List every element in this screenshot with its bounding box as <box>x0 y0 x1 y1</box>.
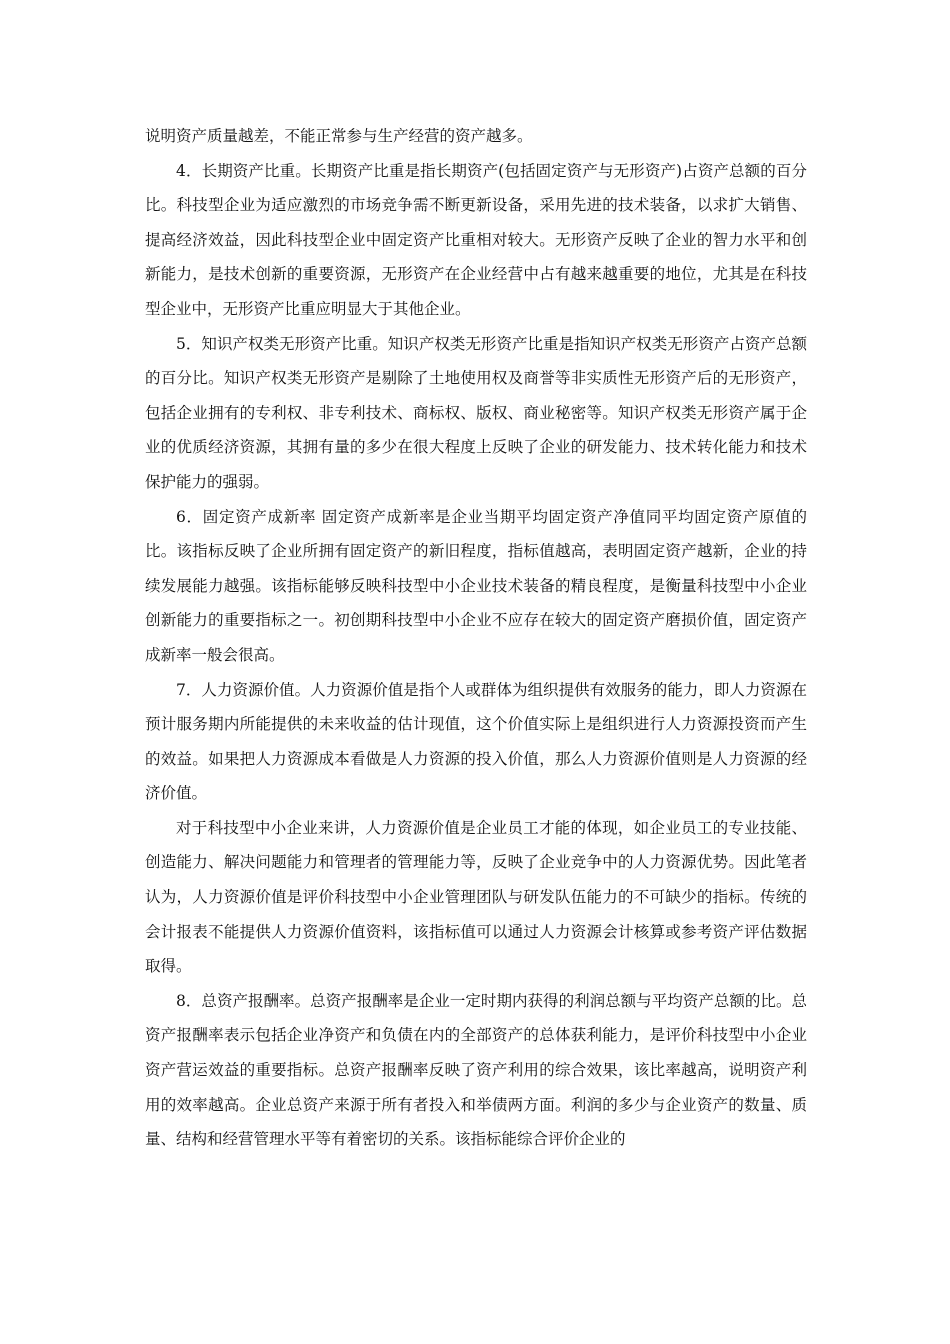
paragraph-human-resource-value: 7．人力资源价值。人力资源价值是指个人或群体为组织提供有效服务的能力，即人力资源在预计服务期内所能提供的未来收益的估计现值，这个价值实际上是组织进行人力资源投资而产生的效益。如果把人力资源成本看做是人力资源的投入价值，那么人力资源价值则是人力资源的经济价值。 <box>145 680 807 803</box>
paragraph-continuation: 说明资产质量越差，不能正常参与生产经营的资产越多。 <box>145 127 533 145</box>
document-body <box>145 119 807 1157</box>
paragraph-long-term-assets-ratio: 4．长期资产比重。长期资产比重是指长期资产(包括固定资产与无形资产)占资产总额的百分比。科技型企业为适应激烈的市场竞争需不断更新设备，采用先进的技术装备，以求扩大销售、提高经济效益，因此科技型企业中固定资产比重相对较大。无形资产反映了企业的智力水平和创新能力，是技术创新的重要资源，无形资产在企业经营中占有越来越重要的地位，尤其是在科技型企业中，无形资产比重应明显大于其他企业。 <box>145 161 807 318</box>
paragraph-total-asset-return-rate: 8．总资产报酬率。总资产报酬率是企业一定时期内获得的利润总额与平均资产总额的比。总资产报酬率表示包括企业净资产和负债在内的全部资产的总体获利能力，是评价科技型中小企业资产营运效益的重要指标。总资产报酬率反映了资产利用的综合效果，该比率越高，说明资产利用的效率越高。企业总资产来源于所有者投入和举债两方面。利润的多少与企业资产的数量、质量、结构和经营管理水平等有着密切的关系。该指标能综合评价企业的 <box>145 991 807 1149</box>
paragraph-ip-intangible-assets-ratio: 5．知识产权类无形资产比重。知识产权类无形资产比重是指知识产权类无形资产占资产总额的百分比。知识产权类无形资产是剔除了土地使用权及商誉等非实质性无形资产后的无形资产，包括企业拥有的专利权、非专利技术、商标权、版权、商业秘密等。知识产权类无形资产属于企业的优质经济资源，其拥有量的多少在很大程度上反映了企业的研发能力、技术转化能力和技术保护能力的强弱。 <box>145 334 807 491</box>
paragraph-fixed-assets-newness-rate: 6．固定资产成新率 固定资产成新率是企业当期平均固定资产净值同平均固定资产原值的比。该指标反映了企业所拥有固定资产的新旧程度，指标值越高，表明固定资产越新，企业的持续发展能力越强。该指标能够反映科技型中小企业技术装备的精良程度，是衡量科技型中小企业创新能力的重要指标之一。初创期科技型中小企业不应存在较大的固定资产磨损价值，固定资产成新率一般会很高。 <box>145 507 807 664</box>
paragraph-human-resource-value-sme: 对于科技型中小企业来讲，人力资源价值是企业员工才能的体现，如企业员工的专业技能、创造能力、解决问题能力和管理者的管理能力等，反映了企业竞争中的人力资源优势。因此笔者认为，人力资源价值是评价科技型中小企业管理团队与研发队伍能力的不可缺少的指标。传统的会计报表不能提供人力资源价值资料，该指标值可以通过人力资源会计核算或参考资产评估数据取得。 <box>145 818 807 976</box>
